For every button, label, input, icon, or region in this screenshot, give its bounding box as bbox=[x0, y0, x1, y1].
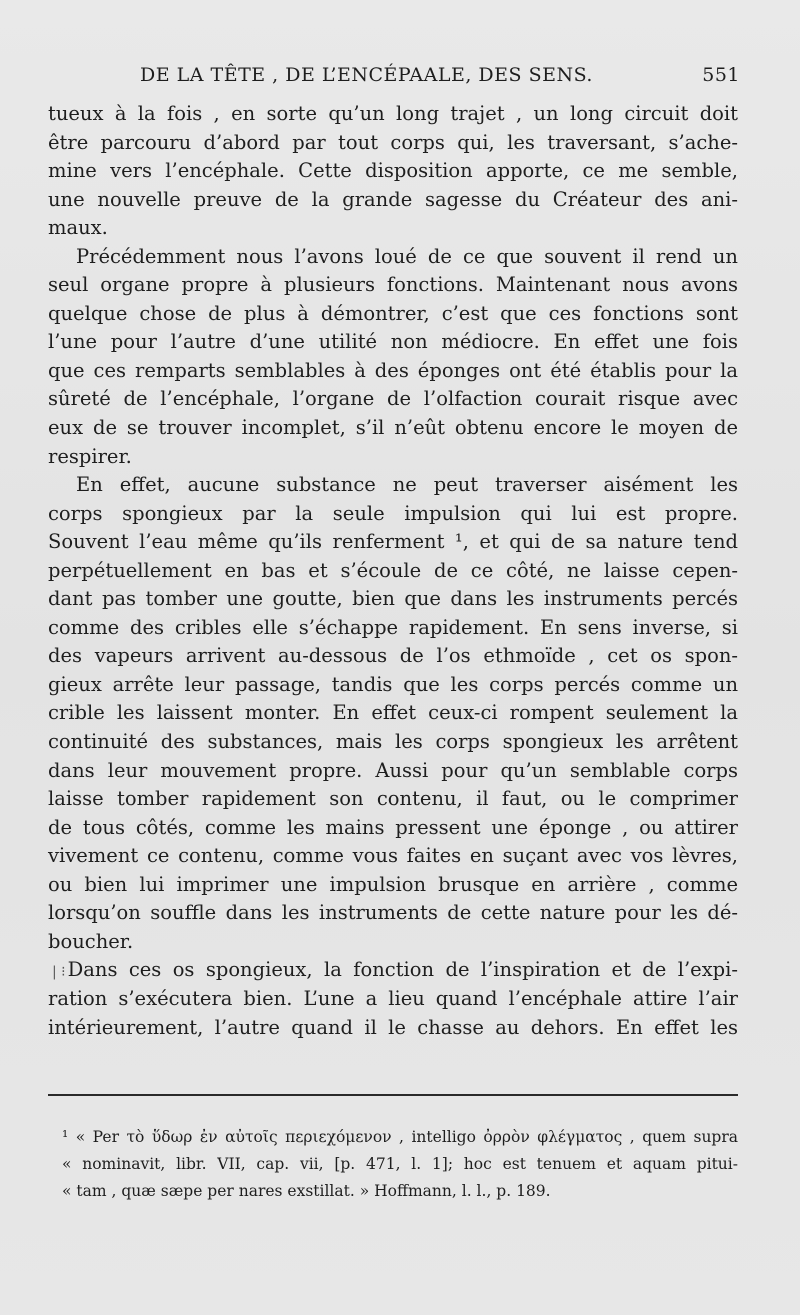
text-line-content: Dans ces os spongieux, la fonction de l’inspiration et de l’expi- bbox=[67, 958, 738, 982]
text-line: dans leur mouvement propre. Aussi pour qu’un semblable corps bbox=[48, 758, 738, 782]
text-line: comme des cribles elle s’échappe rapidement. En sens inverse, si bbox=[48, 615, 738, 639]
body-text bbox=[48, 100, 738, 1042]
text-line: perpétuellement en bas et s’écoule de ce côté, ne laisse cepen- bbox=[48, 558, 738, 582]
text-line: des vapeurs arrivent au-dessous de l’os ethmoïde , cet os spon- bbox=[48, 644, 738, 668]
text-line: corps spongieux par la seule impulsion qui lui est propre. bbox=[48, 501, 738, 525]
margin-mark: | ⁝ bbox=[52, 964, 66, 981]
text-line: continuité des substances, mais les corps spongieux les arrêtent bbox=[48, 730, 738, 754]
text-line: ou bien lui imprimer une impulsion brusque en arrière , comme bbox=[48, 872, 738, 896]
text-line: eux de se trouver incomplet, s’il n’eût obtenu encore le moyen de bbox=[48, 416, 738, 440]
text-line: intérieurement, l’autre quand il le chasse au dehors. En effet les bbox=[48, 1015, 738, 1039]
text-line: lorsqu’on souffle dans les instruments de cette nature pour les dé- bbox=[48, 901, 738, 925]
text-line: seul organe propre à plusieurs fonctions. Maintenant nous avons bbox=[48, 273, 738, 297]
paragraph-start-line: Précédemment nous l’avons loué de ce que souvent il rend un bbox=[76, 244, 738, 268]
text-line: crible les laissent monter. En effet ceux-ci rompent seulement la bbox=[48, 701, 738, 725]
text-line: ration s’exécutera bien. L’une a lieu quand l’encéphale attire l’air bbox=[48, 986, 738, 1010]
text-line: que ces remparts semblables à des éponges ont été établis pour la bbox=[48, 358, 738, 382]
running-head-title: DE LA TÊTE , DE L’ENCÉPAALE, DES SENS. bbox=[140, 64, 593, 86]
text-line: l’une pour l’autre d’une utilité non médiocre. En effet une fois bbox=[48, 330, 738, 354]
paragraph-start-line bbox=[48, 956, 738, 985]
paragraph-start-line: En effet, aucune substance ne peut traverser aisément les bbox=[76, 473, 738, 497]
footnotes bbox=[62, 1124, 738, 1205]
text-line: mine vers l’encéphale. Cette disposition apporte, ce me semble, bbox=[48, 159, 738, 183]
text-line: quelque chose de plus à démontrer, c’est que ces fonctions sont bbox=[48, 301, 738, 325]
footnote-line: ¹ « Per τὸ ὕδωρ ἐν αὐτοῖς περιεχόμενον , intelligo ὀρρὸν φλέγματος , quem supra bbox=[62, 1128, 738, 1146]
footnote-line: « tam , quæ sæpe per nares exstillat. » Hoffmann, l. l., p. 189. bbox=[62, 1182, 551, 1200]
text-line: vivement ce contenu, comme vous faites en suçant avec vos lèvres, bbox=[48, 844, 738, 868]
text-line: tueux à la fois , en sorte qu’un long trajet , un long circuit doit bbox=[48, 102, 738, 125]
text-line: être parcouru d’abord par tout corps qui, les traversant, s’ache- bbox=[48, 130, 738, 154]
text-line: respirer. bbox=[48, 444, 132, 468]
text-line: maux. bbox=[48, 216, 108, 240]
text-line: laisse tomber rapidement son contenu, il faut, ou le comprimer bbox=[48, 787, 738, 811]
page-number: 551 bbox=[702, 64, 740, 86]
text-line: dant pas tomber une goutte, bien que dans les instruments percés bbox=[48, 587, 738, 611]
text-line: de tous côtés, comme les mains pressent une éponge , ou attirer bbox=[48, 815, 738, 839]
footnote-line: « nominavit, libr. VII, cap. vii, [p. 471, l. 1]; hoc est tenuem et aquam pitui- bbox=[62, 1155, 738, 1173]
text-line: une nouvelle preuve de la grande sagesse du Créateur des ani- bbox=[48, 187, 738, 211]
text-line: gieux arrête leur passage, tandis que les corps percés comme un bbox=[48, 672, 738, 696]
text-line: boucher. bbox=[48, 929, 134, 953]
footnote-divider bbox=[48, 1094, 738, 1096]
text-line: Souvent l’eau même qu’ils renferment ¹, et qui de sa nature tend bbox=[48, 530, 738, 554]
text-line: sûreté de l’encéphale, l’organe de l’olfaction courait risque avec bbox=[48, 387, 738, 411]
